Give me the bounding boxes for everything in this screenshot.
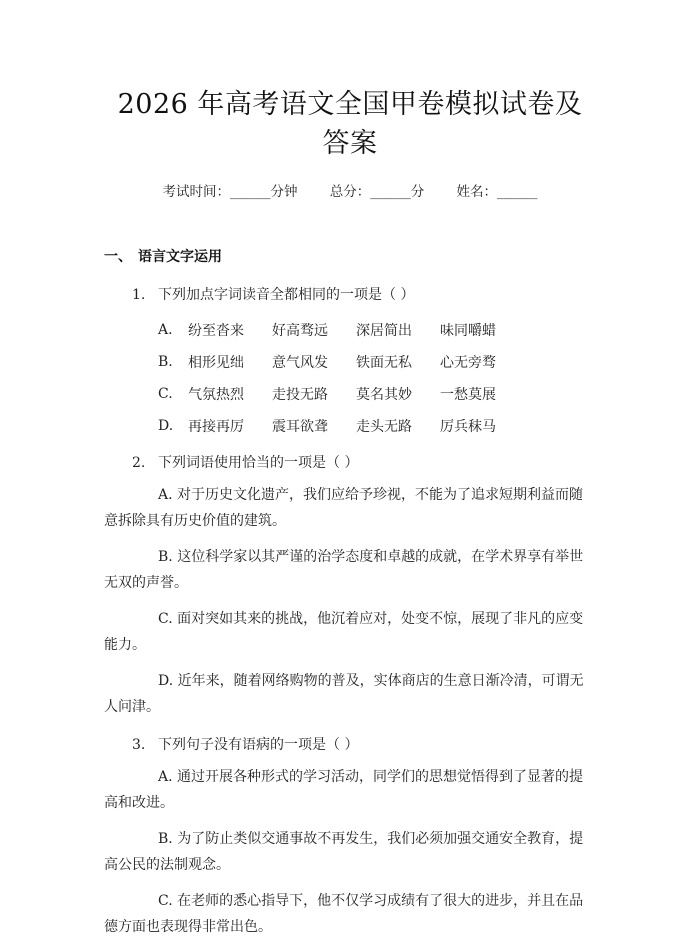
- option-a: A. 通过开展各种形式的学习活动，同学们的思想觉悟得到了显著的提高和改进。: [104, 769, 584, 811]
- option-letter: B.: [158, 354, 173, 370]
- option-b: B. 这位科学家以其严谨的治学态度和卓越的成就，在学术界享有举世无双的声誉。: [104, 549, 584, 591]
- option-word: 再接再厉: [188, 419, 244, 435]
- option-b: B. 为了防止类似交通事故不再发生，我们必须加强交通安全教育，提高公民的法制观念。: [104, 831, 584, 873]
- option-b: [158, 346, 596, 378]
- student-name-field: 姓名：______: [456, 184, 538, 200]
- option-letter: A.: [158, 322, 173, 338]
- option-letter: D.: [158, 418, 174, 434]
- section-title: 语言文字运用: [138, 249, 222, 265]
- option-word: 相形见绌: [188, 355, 244, 371]
- option-word: 深居简出: [356, 323, 412, 339]
- option-word: 心无旁骛: [440, 355, 496, 371]
- option-word: 铁面无私: [356, 355, 412, 371]
- option-c: [158, 378, 596, 410]
- section-number: 一、: [104, 249, 132, 265]
- question-text: 下列句子没有语病的一项是（ ）: [158, 737, 359, 753]
- option-word: 纷至沓来: [188, 323, 244, 339]
- option-word: 莫名其妙: [356, 387, 412, 403]
- option-word: 一愁莫展: [440, 387, 496, 403]
- exam-time-field: 考试时间：______分钟: [162, 184, 298, 200]
- question-3-options: [104, 764, 596, 940]
- section-heading: [104, 246, 596, 266]
- question-text: 下列词语使用恰当的一项是（ ）: [158, 455, 359, 471]
- question-text: 下列加点字词读音全都相同的一项是（ ）: [158, 287, 415, 303]
- question-1: [104, 284, 596, 304]
- option-word: 好高骛远: [272, 323, 328, 339]
- option-a: A. 对于历史文化遗产，我们应给予珍视，不能为了追求短期利益而随意拆除具有历史价值的建筑。: [104, 487, 584, 529]
- exam-meta: [104, 180, 596, 200]
- option-word: 震耳欲聋: [272, 419, 328, 435]
- total-score-field: 总分：______分: [329, 184, 425, 200]
- option-word: 走头无路: [356, 419, 412, 435]
- option-word: 走投无路: [272, 387, 328, 403]
- question-2-options: [104, 482, 596, 720]
- page-title: 2026 年高考语文全国甲卷模拟试卷及答案: [117, 89, 583, 159]
- option-word: 气氛热烈: [188, 387, 244, 403]
- option-a: [158, 314, 596, 346]
- question-number: 2.: [132, 455, 146, 471]
- option-word: 味同嚼蜡: [440, 323, 496, 339]
- option-d: [158, 410, 596, 442]
- option-d: D. 近年来，随着网络购物的普及，实体商店的生意日渐冷清，可谓无人问津。: [104, 673, 584, 715]
- question-number: 1.: [132, 287, 146, 303]
- option-c: C. 面对突如其来的挑战，他沉着应对，处变不惊，展现了非凡的应变能力。: [104, 611, 584, 653]
- question-2: [104, 452, 596, 472]
- option-word: 厉兵秣马: [440, 419, 496, 435]
- option-word: 意气风发: [272, 355, 328, 371]
- question-3: [104, 734, 596, 754]
- option-letter: C.: [158, 386, 173, 402]
- question-number: 3.: [132, 737, 146, 753]
- option-c: C. 在老师的悉心指导下，他不仅学习成绩有了很大的进步，并且在品德方面也表现得非常出色。: [104, 893, 584, 935]
- question-1-options: [104, 314, 596, 442]
